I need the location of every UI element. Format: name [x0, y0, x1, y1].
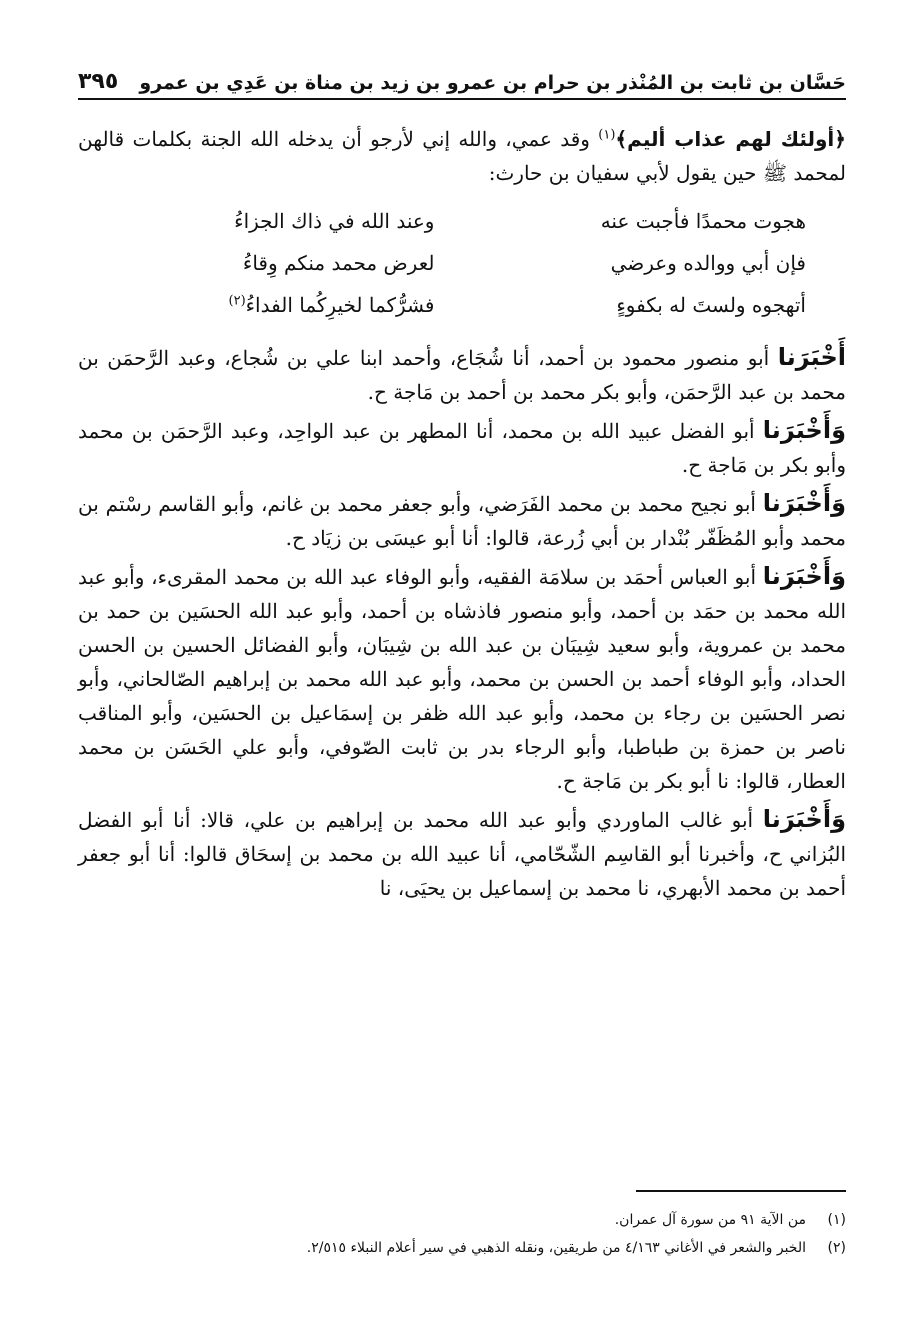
isnad-paragraph — [78, 559, 846, 798]
footnote-divider — [636, 1190, 846, 1192]
main-text — [78, 122, 846, 909]
quran-quote: ﴿أولئك لهم عذاب أليم﴾ — [615, 127, 846, 151]
opening-paragraph — [78, 122, 846, 190]
footnote-ref-2: (٢) — [228, 293, 246, 309]
akhbarana-keyword: وَأَخْبَرَنا — [762, 805, 846, 833]
poem-hemistich-second: وعند الله في ذاك الجزاءُ — [234, 209, 435, 233]
poem-hemistich-first: هجوت محمدًا فأجبت عنه — [600, 209, 806, 233]
footnote-text: من الآية ٩١ من سورة آل عمران. — [614, 1212, 806, 1228]
poem-hemistich-first: أتهجوه ولستَ له بكفوءٍ — [616, 293, 806, 317]
running-header — [78, 58, 846, 100]
isnad-paragraph — [78, 340, 846, 409]
footnote — [78, 1206, 846, 1234]
akhbarana-keyword: وَأَخْبَرَنا — [762, 562, 846, 590]
book-page — [78, 0, 846, 1335]
isnad-text: أبو الفضل عبيد الله بن محمد، أنا المطهر بن عبد الواحِد، وعبد الرَّحمَن بن محمد وأبو بكر بن مَاجة ح. — [78, 419, 846, 477]
poem-hemistich-second — [118, 284, 434, 326]
footnotes — [78, 1206, 846, 1262]
poem — [118, 200, 806, 326]
isnad-paragraph — [78, 486, 846, 555]
poem-hemistich-second: لعرض محمد منكم وِقاءُ — [242, 251, 435, 275]
footnote-mark: (٢) — [827, 1240, 846, 1256]
opening-text: وقد عمي، والله إني لأرجو أن يدخله الله الجنة بكلمات قالهن لمحمد ﷺ حين يقول لأبي سفيان بن حارث: — [78, 127, 846, 185]
header-title: حَسَّان بن ثابت بن المُنْذر بن حرام بن عمرو بن زيد بن مناة بن عَدِي بن عمرو — [139, 72, 846, 94]
poem-hemistich-first: فإن أبي ووالده وعرضي — [610, 251, 806, 275]
akhbarana-keyword: وَأَخْبَرَنا — [762, 489, 846, 517]
isnad-text: أبو العباس أحمَد بن سلامَة الفقيه، وأبو الوفاء عبد الله بن محمد المقرىء، وأبو عبد الله محمد بن حمَد بن أحمد، وأبو منصور فاذشاه بن أحمد، وأبو عبد الله الحسَين بن حمد بن محمد بن عمروية، وأبو سعيد شِيبَان بن عبد الله بن شِيبَان، وأبو الفضائل الحسين بن الحسن الحداد، وأبو الوفاء أحمد بن الحسن بن محمد، وأبو عبد الله محمد بن إبراهيم الصّالحاني، وأبو نصر الحسَين بن رجاء بن محمد، وأبو عبد الله ظفر بن إسمَاعيل بن الحسَين، وأبو المناقب ناصر بن حمزة بن طباطبا، وأبو الرجاء بدر بن ثابت الصّوفي، وأبو علي الحَسَن بن محمد العطار، قالوا: نا أبو بكر بن مَاجة ح. — [78, 565, 846, 793]
akhbarana-keyword: وَأَخْبَرَنا — [762, 416, 846, 444]
isnad-text: أبو منصور محمود بن أحمد، أنا شُجَاع، وأحمد ابنا علي بن شُجاع، وعبد الرَّحمَن بن محمد بن عبد الرَّحمَن، وأبو بكر محمد بن أحمد بن مَاجة ح. — [78, 346, 846, 404]
footnote-mark: (١) — [827, 1212, 846, 1228]
isnad-text: أبو نجيح محمد بن محمد الفَرَضي، وأبو جعفر محمد بن غانم، وأبو القاسم رسْتم بن محمد وأبو المُظَفّر بُنْدار بن أبي زُرعة، قالوا: أنا أبو عيسَى بن زيَاد ح. — [78, 492, 846, 550]
footnote-text: الخبر والشعر في الأغاني ٤/١٦٣ من طريقين، ونقله الذهبي في سير أعلام النبلاء ٢/٥١٥. — [306, 1240, 806, 1256]
akhbarana-keyword: أَخْبَرَنا — [777, 343, 846, 371]
isnad-paragraph — [78, 413, 846, 482]
poem-line — [118, 242, 806, 284]
isnad-text: أبو غالب الماوردي وأبو عبد الله محمد بن إبراهيم بن علي، قالا: أنا أبو الفضل البُزاني ح، وأخبرنا أبو القاسِم الشّحّامي، أنا عبيد الله بن محمد بن إسحَاق قالوا: أنا أبو جعفر أحمد بن محمد الأبهري، نا محمد بن إسماعيل بن يحيَى، نا — [78, 808, 846, 900]
page-number: ٣٩٥ — [78, 69, 119, 94]
footnote-ref-1: (١) — [598, 127, 616, 143]
poem-line — [118, 284, 806, 326]
poem-line — [118, 200, 806, 242]
poem-hemistich-text: فشرُّكما لخيرِكُما الفداءُ — [245, 293, 435, 317]
footnote — [78, 1234, 846, 1262]
isnad-paragraph — [78, 802, 846, 905]
